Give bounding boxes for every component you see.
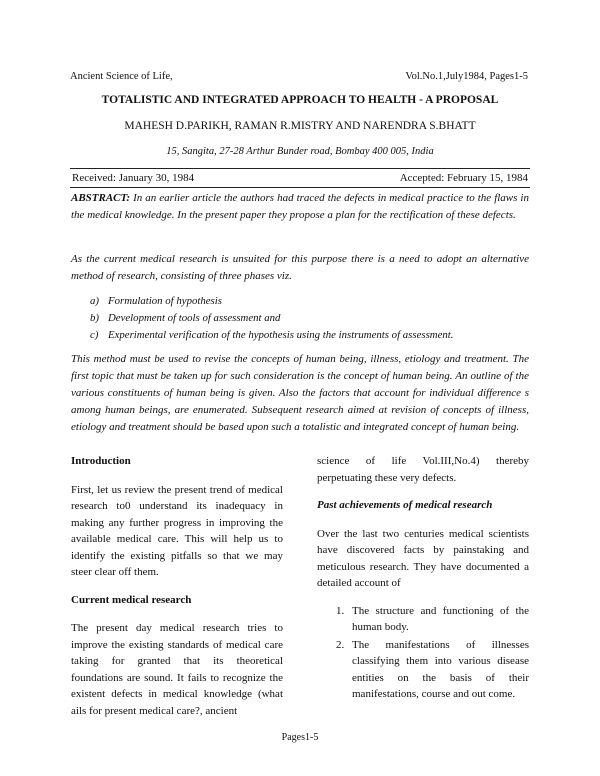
continued-text: science of life Vol.III,No.4) thereby perpetuating these very defects. xyxy=(317,455,529,484)
journal-name: Ancient Science of Life, xyxy=(70,71,173,82)
phase-list xyxy=(90,293,453,344)
list-item: b) Development of tools of assessment and xyxy=(90,312,281,324)
left-column xyxy=(71,453,283,730)
volume-info: Vol.No.1,July1984, Pages1-5 xyxy=(405,71,528,82)
list-item: 2. The manifestations of illnesses classifying them into various disease entities on the basis of their manifestations, course and out come. xyxy=(336,638,529,700)
past-achievements-heading: Past achievements of medical research xyxy=(317,499,493,511)
past-achievements-text: Over the last two centuries medical scientists have discovered facts by painstaking and meticulous research. They have documented a detailed account of xyxy=(317,527,529,589)
paper-title: TOTALISTIC AND INTEGRATED APPROACH TO HEALTH - A PROPOSAL xyxy=(101,94,499,106)
authors: MAHESH D.PARIKH, RAMAN R.MISTRY AND NARENDRA S.BHATT xyxy=(124,120,476,132)
abstract xyxy=(71,190,529,224)
abstract-label: ABSTRACT: xyxy=(71,192,131,204)
list-item: c) Experimental verification of the hypothesis using the instruments of assessment. xyxy=(90,329,454,341)
list-item: a) Formulation of hypothesis xyxy=(90,295,222,307)
received-date: Received: January 30, 1984 xyxy=(72,172,195,184)
method-intro-paragraph: As the current medical research is unsuited for this purpose there is a need to adopt an alternative method of research, consisting of three phases viz. xyxy=(71,253,529,282)
divider-bottom xyxy=(70,187,530,188)
abstract-text: In an earlier article the authors had traced the defects in medical practice to the flaws in the medical knowledge. In the present paper they propose a plan for the rectification of these defects. xyxy=(71,192,529,221)
current-research-heading: Current medical research xyxy=(71,593,192,606)
author-address: 15, Sangita, 27-28 Arthur Bunder road, Bombay 400 005, India xyxy=(166,146,434,157)
current-research-text: The present day medical research tries to improve the existing standards of medical care taking for granted that its theoretical foundations are sound. It fails to recognize the existent defects in medical knowledge (what ails for present medical care?, ancient xyxy=(71,622,283,717)
introduction-text: First, let us review the present trend of medical research to0 understand its inadequacy in making any further progress in improving the available medical care. This will help us to identify the existing pitfalls so that we may steer clear off them. xyxy=(71,483,283,578)
page-footer: Pages1-5 xyxy=(281,732,319,743)
accepted-date: Accepted: February 15, 1984 xyxy=(399,172,528,184)
divider-top xyxy=(70,168,530,169)
right-column xyxy=(317,453,529,704)
introduction-heading: Introduction xyxy=(71,455,131,467)
achievements-list xyxy=(317,603,529,703)
method-summary-paragraph: This method must be used to revise the concepts of human being, illness, etiology and treatment. The first topic that must be taken up for such consideration is the concept of human being. An outline of the various constituents of human being is given. Also the factors that account for individual difference s among human beings, are enumerated. Subsequent research aimed at revision of concepts of illness, etiology and treatment should be based upon such a totalistic and integrated concept of human being. xyxy=(71,353,529,433)
list-item: 1. The structure and functioning of the human body. xyxy=(336,604,529,633)
